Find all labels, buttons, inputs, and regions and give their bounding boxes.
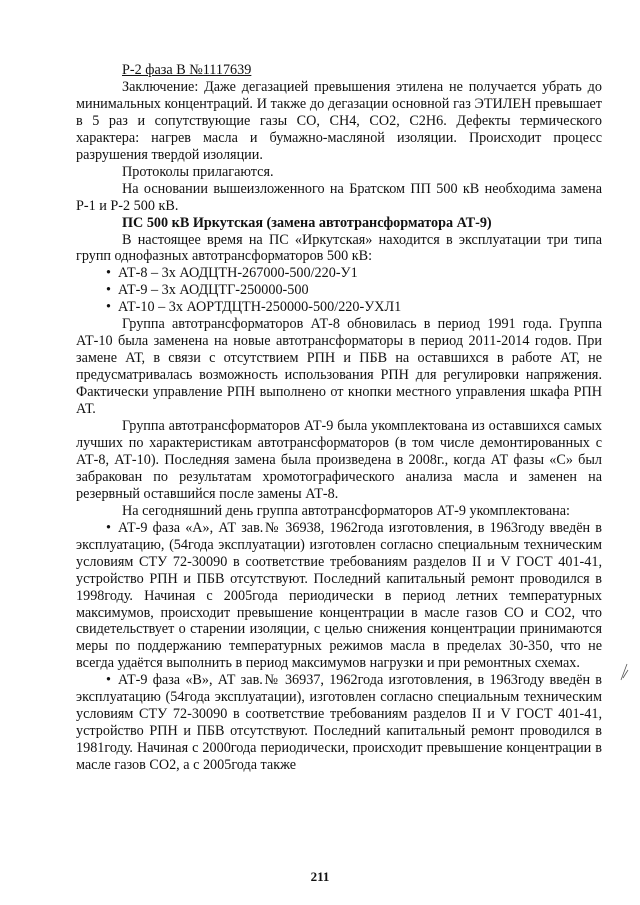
bullet-icon: • [106, 299, 111, 316]
bullet-icon: • [106, 519, 111, 536]
document-page [76, 62, 602, 774]
paragraph-intro-types: В настоящее время на ПС «Иркутская» находится в эксплуатации три типа групп однофазных автотрансформаторов 500 кВ: [76, 231, 602, 265]
paragraph-conclusion: Заключение: Даже дегазацией превышения этилена не получается убрать до минимальных концентраций. И также до дегазации основной газ ЭТИЛЕН превышает в 5 раз и сопутствующие газы СО, СН4, СО2, С2Н6. Дефекты термического характера: нагрев масла и бумажно-масляной изоляции. Происходит процесс разрушения твердой изоляции. [76, 78, 602, 163]
paragraph-at9-today: На сегодняшний день группа автотрансформаторов АТ-9 укомплектована: [122, 502, 570, 519]
bullet-icon: • [106, 672, 111, 689]
paragraph-bratsk: На основании вышеизложенного на Братском ПП 500 кВ необходима замена Р-1 и Р-2 500 кВ. [76, 180, 602, 214]
scan-mark-icon [618, 660, 630, 684]
page-number: 211 [310, 869, 330, 884]
list-item-at10: • АТ-10 – 3х АОРТДЦТН-250000-500/220-УХЛ1 [106, 299, 402, 316]
list-item-phase-b: • АТ-9 фаза «В», АТ зав.№ 36937, 1962года изготовления, в 1963году введён в эксплуатацию (54года эксплуатации), изготовлен согласно специальным техническим условиям СТУ 72-30090 в соответствие требованиям разделов II и V ГОСТ 401-41, устройство РПН и ПБВ отсутствуют. Последний капитальный ремонт проводился в 1981году. Начиная с 2000года периодически, происходит превышение концентрации в масле газов СО2, а с 2005года также [76, 672, 602, 774]
list-item-at9: • АТ-9 – 3х АОДЦТГ-250000-500 [106, 282, 309, 299]
list-item-phase-a: • АТ-9 фаза «А», АТ зав.№ 36938, 1962года изготовления, в 1963году введён в эксплуатацию, (54года эксплуатации) изготовлен согласно специальным техническим условиям СТУ 72-30090 в соответствие требованиям разделов II и V ГОСТ 401-41, устройство РПН и ПБВ отсутствуют. Последний капитальный ремонт проводился в 1998году. Начиная с 2005года периодически в период летних температурных максимумов, происходит превышение концентрации в масле газов СО и СО2, что свидетельствует о старении изоляции, с целью снижения концентрации принимаются меры по поддержанию температурных режимов масла в пределах 30-350, что не всегда удаётся выполнить в период максимумов нагрузки и при ремонтных схемах. [76, 519, 602, 672]
list-item-at8: • АТ-8 – 3х АОДЦТН-267000-500/220-У1 [106, 265, 358, 282]
bullet-icon: • [106, 282, 111, 299]
section-heading-reactor: Р-2 фаза В №1117639 [122, 62, 252, 78]
paragraph-at8-history: Группа автотрансформаторов АТ-8 обновилась в период 1991 года. Группа АТ-10 была заменена на новые автотрансформаторы в период 2011-2014 годов. При замене АТ, в связи с отсутствием РПН и ПБВ на оставшихся в работе АТ, не предусматривалась возможность использования РПН для регулировки напряжения. Фактически управление РПН выполнено от кнопки местного управления шкафа РПН АТ. [76, 316, 602, 418]
paragraph-protocols: Протоколы прилагаются. [122, 163, 274, 180]
bullet-icon: • [106, 265, 111, 282]
paragraph-at9-history: Группа автотрансформаторов АТ-9 была укомплектована из оставшихся самых лучших по характеристикам автотрансформаторов (в том числе демонтированных с АТ-8, АТ-10). Последняя замена была произведена в 2008г., когда АТ фазы «С» был забракован по результатам хромотографического анализа масла и заменен на резервный оставшийся после замены АТ-8. [76, 418, 602, 502]
section-heading-irkutsk: ПС 500 кВ Иркутская (замена автотрансформатора АТ-9) [122, 214, 492, 231]
